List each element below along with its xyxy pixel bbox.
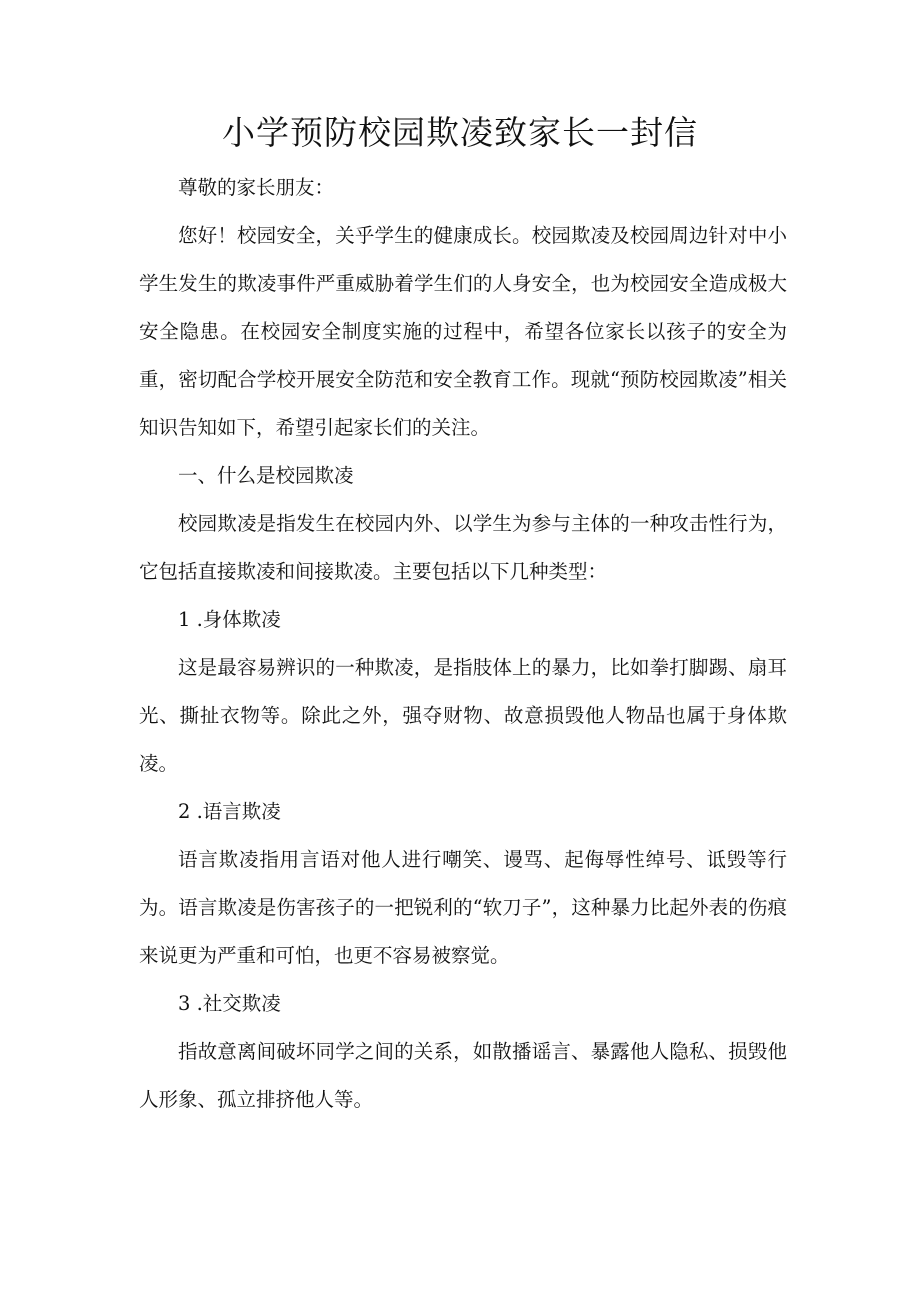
document-title: 小学预防校园欺凌致家长一封信 <box>222 113 698 152</box>
subheading-verbal-bullying: 2 .语言欺凌 <box>178 800 281 823</box>
social-bullying-paragraph: 指故意离间破坏同学之间的关系，如散播谣言、暴露他人隐私、损毁他人形象、孤立排挤他人等。 <box>139 1040 787 1111</box>
intro-paragraph: 您好！校园安全，关乎学生的健康成长。校园欺凌及校园周边针对中小学生发生的欺凌事件严重威胁着学生们的人身安全，也为校园安全造成极大安全隐患。在校园安全制度实施的过程中，希望各位家长以孩子的安全为重，密切配合学校开展安全防范和安全教育工作。现就“预防校园欺凌”相关知识告知如下，希望引起家长们的关注。 <box>139 224 787 439</box>
salutation: 尊敬的家长朋友： <box>178 176 335 199</box>
verbal-bullying-paragraph: 语言欺凌指用言语对他人进行嘲笑、谩骂、起侮辱性绰号、诋毁等行为。语言欺凌是伤害孩子的一把锐利的“软刀子”，这种暴力比起外表的伤痕来说更为严重和可怕，也更不容易被察觉。 <box>139 848 787 967</box>
section-heading-what-is-bullying: 一、什么是校园欺凌 <box>178 464 354 487</box>
subheading-physical-bullying: 1 .身体欺凌 <box>178 608 281 631</box>
definition-paragraph: 校园欺凌是指发生在校园内外、以学生为参与主体的一种攻击性行为，它包括直接欺凌和间接欺凌。主要包括以下几种类型： <box>139 512 787 583</box>
document-body <box>139 164 787 1124</box>
subheading-social-bullying: 3 .社交欺凌 <box>178 992 281 1015</box>
physical-bullying-paragraph: 这是最容易辨识的一种欺凌，是指肢体上的暴力，比如拳打脚踢、扇耳光、撕扯衣物等。除此之外，强夺财物、故意损毁他人物品也属于身体欺凌。 <box>139 656 787 775</box>
